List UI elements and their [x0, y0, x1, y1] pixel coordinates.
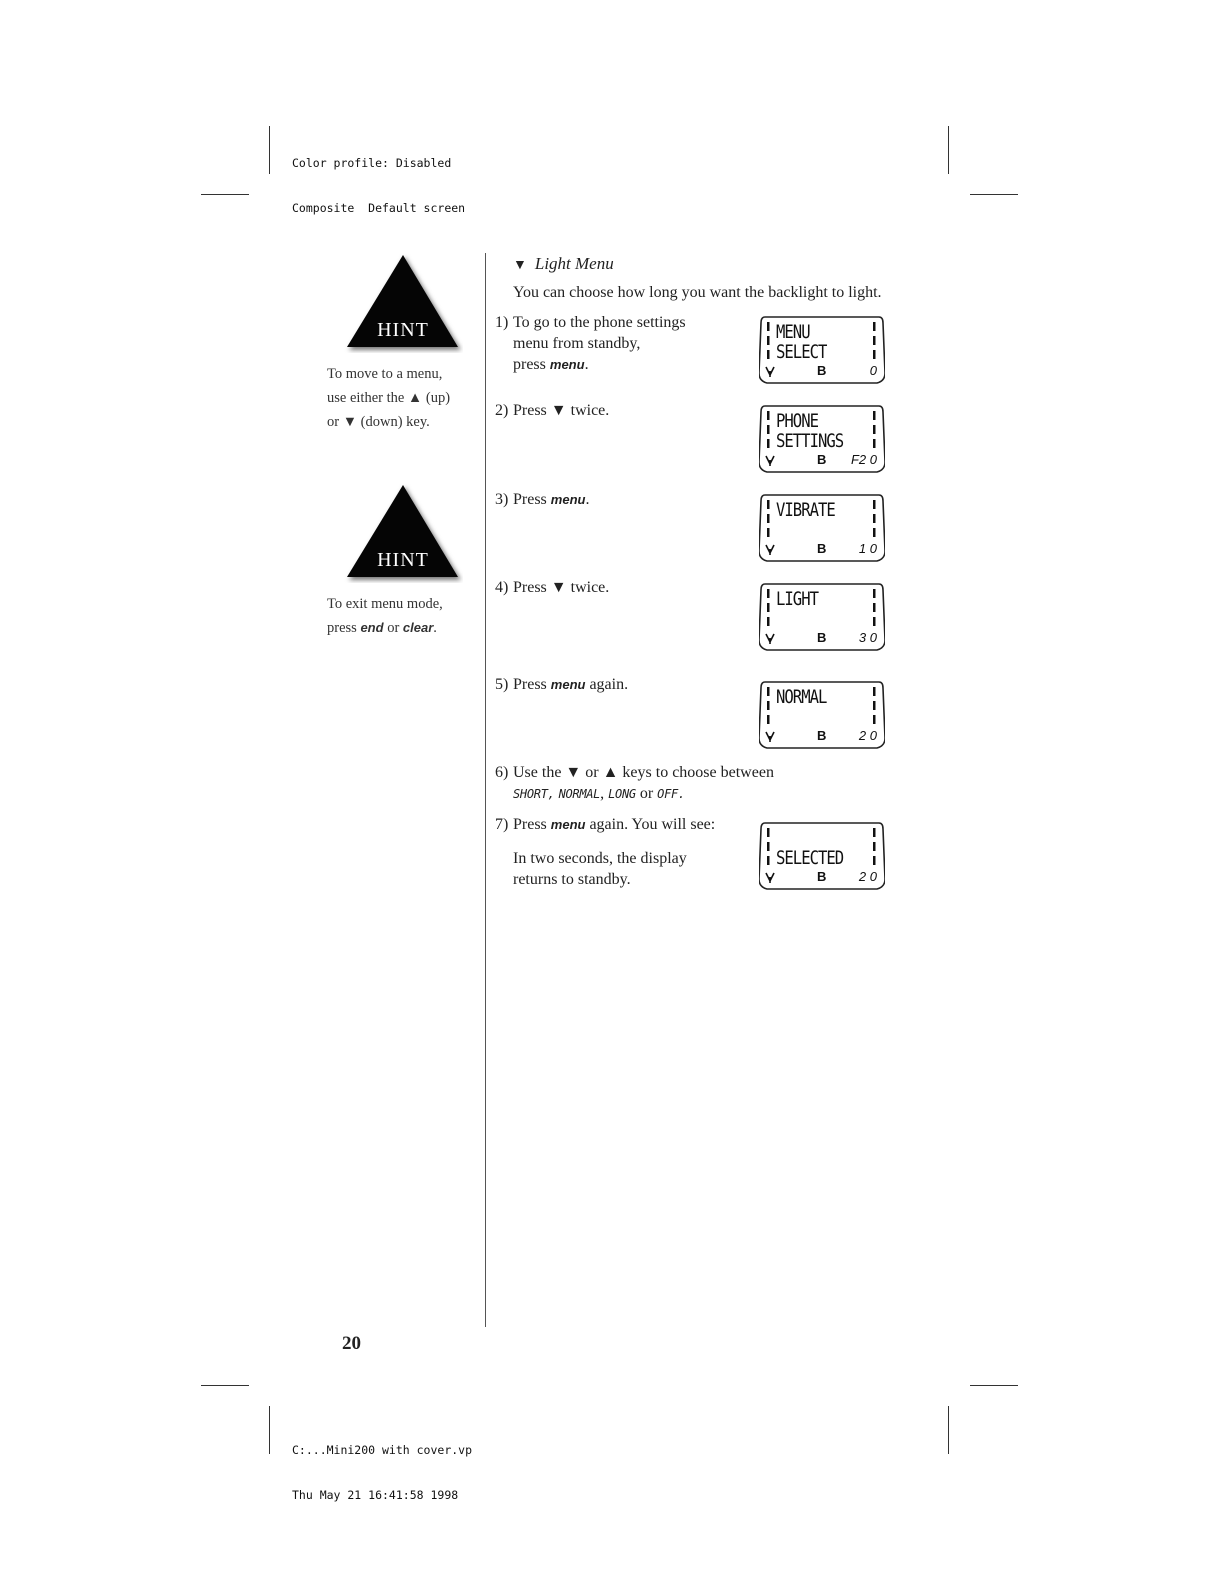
hint-line: press end or clear. — [327, 620, 437, 636]
display-status-b: B — [817, 541, 827, 556]
step-5: 5) Press menu again. — [495, 676, 629, 693]
hint-label: HINT — [377, 549, 429, 571]
display-status-right: 3 0 — [858, 630, 877, 645]
display-status-b: B — [817, 363, 827, 378]
display-line-1: NORMAL — [776, 686, 827, 708]
signal-icon — [766, 456, 774, 466]
display-status-right: 0 — [869, 363, 877, 378]
hint-text — [327, 592, 477, 640]
display-status-b: B — [817, 869, 827, 884]
header-line: Color profile: Disabled — [292, 156, 452, 170]
page-number: 20 — [342, 1333, 361, 1354]
step-2: 2) Press ▼ twice. — [495, 402, 610, 419]
footer-line: Thu May 21 16:41:58 1998 — [292, 1488, 459, 1502]
display-line-1: VIBRATE — [776, 499, 835, 521]
menu-key-label: menu — [550, 492, 586, 507]
step-7: 7) Press menu again. You will see: In two seconds, the display returns to standby. — [495, 816, 716, 888]
hint-badge — [343, 253, 463, 353]
phone-display — [759, 821, 885, 891]
footer-line: C:...Mini200 with cover.vp — [292, 1443, 473, 1457]
signal-icon — [766, 634, 774, 644]
step-4: 4) Press ▼ twice. — [495, 579, 610, 596]
hint-line: use either the ▲ (up) — [327, 390, 451, 406]
hint-badge — [343, 483, 463, 583]
step-6: 6) Use the ▼ or ▲ keys to choose between SHORT, NORMAL, LONG or OFF. — [495, 764, 774, 802]
hint-label: HINT — [377, 319, 429, 341]
crop-mark — [269, 1406, 270, 1454]
section-title: ▼ Light Menu — [513, 254, 614, 273]
option-off: OFF. — [657, 787, 685, 801]
display-status-right: F2 0 — [850, 452, 877, 467]
option-short: SHORT, — [513, 787, 555, 801]
display-status-b: B — [817, 630, 827, 645]
section-intro: You can choose how long you want the backlight to light. — [513, 284, 882, 301]
display-line-1: PHONE — [776, 410, 818, 432]
phone-display — [759, 582, 885, 652]
menu-key-label: menu — [550, 817, 586, 832]
hint-line: To move to a menu, — [327, 366, 443, 382]
display-status-b: B — [817, 728, 827, 743]
display-line-2: SELECT — [776, 341, 827, 363]
step-1: 1) To go to the phone settings menu from standby, press menu. — [495, 314, 686, 373]
display-line-1: MENU — [776, 321, 810, 343]
header-line: Composite Default screen — [292, 201, 466, 215]
crop-mark — [948, 1406, 949, 1454]
end-key-label: end — [360, 620, 384, 635]
crop-mark — [269, 126, 270, 174]
crop-mark — [948, 126, 949, 174]
column-divider — [485, 253, 486, 1327]
display-status-right: 2 0 — [858, 728, 877, 743]
signal-icon — [766, 545, 774, 555]
display-line-2: SETTINGS — [776, 430, 844, 452]
display-line-1: LIGHT — [776, 588, 818, 610]
hint-line: or ▼ (down) key. — [327, 414, 430, 430]
hint-text — [327, 362, 477, 434]
option-normal: NORMAL — [558, 787, 601, 801]
option-long: LONG — [608, 787, 636, 801]
crop-mark — [201, 194, 249, 195]
header-slug — [292, 126, 465, 231]
display-line-2: SELECTED — [776, 847, 844, 869]
signal-icon — [766, 367, 774, 377]
phone-display — [759, 493, 885, 563]
crop-mark — [970, 1385, 1018, 1386]
crop-mark — [201, 1385, 249, 1386]
display-status-right: 1 0 — [858, 541, 877, 556]
hint-line: To exit menu mode, — [327, 596, 443, 612]
menu-key-label: menu — [550, 677, 586, 692]
footer-slug — [292, 1413, 472, 1518]
display-status-right: 2 0 — [858, 869, 877, 884]
display-status-b: B — [817, 452, 827, 467]
signal-icon — [766, 873, 774, 883]
phone-display — [759, 404, 885, 474]
crop-mark — [970, 194, 1018, 195]
signal-icon — [766, 732, 774, 742]
clear-key-label: clear — [402, 620, 434, 635]
menu-key-label: menu — [549, 357, 585, 372]
step-3: 3) Press menu. — [495, 491, 590, 508]
down-arrow-icon: ▼ — [513, 258, 527, 273]
phone-display — [759, 315, 885, 385]
phone-display — [759, 680, 885, 750]
